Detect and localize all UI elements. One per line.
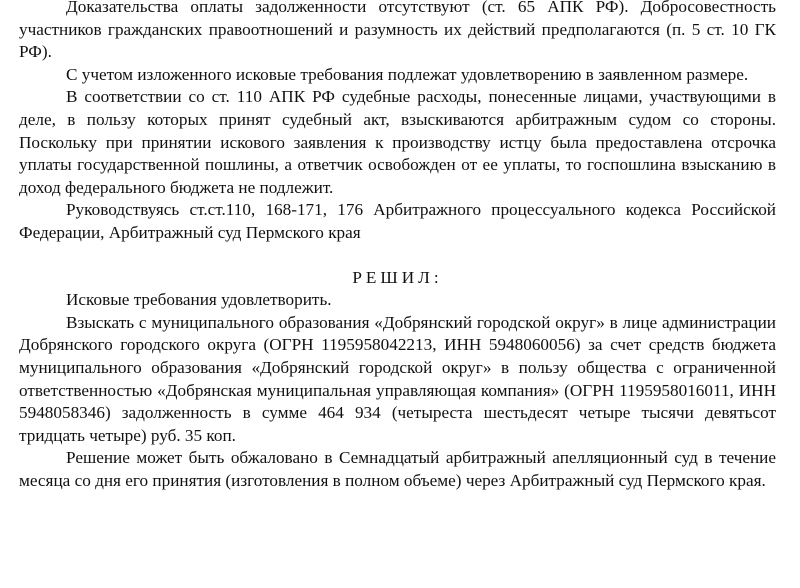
paragraph-claims-granted: Исковые требования удовлетворить. [66,290,332,310]
paragraph-appeal: Решение может быть обжаловано в Семнадцатый арбитражный апелляционный суд в течение месяца со дня его принятия (изготовления в полном объеме) через Арбитражный суд Пермского края. [19,448,776,490]
paragraph-recovery: Взыскать с муниципального образования «Добрянский городской округ» в лице администрации Добрянского городского округа (ОГРН 1195958042213, ИНН 5948060056) за счет средств бюджета муниципального образования «Добрянский городской округ» в пользу общества с ограниченной ответственностью «Добрянская муниципальная управляющая компания» (ОГРН 1195958016011, ИНН 5948058346) задолженность в сумме 464 934 (четыреста шестьдесят четыре тысячи девятьсот тридцать четыре) руб. 35 коп. [19,312,776,445]
paragraph-court-costs: В соответствии со ст. 110 АПК РФ судебные расходы, понесенные лицами, участвующими в деле, в пользу которых принят судебный акт, взыскиваются арбитражным судом со стороны. Поскольку при принятии искового заявления к производству истцу была предоставлена отсрочка уплаты государственной пошлины, а ответчик освобожден от ее уплаты, то госпошлина взысканию в доход федерального бюджета не подлежит. [19,87,776,197]
section-spacer [19,245,776,267]
document-body [19,0,776,492]
paragraph-claims-satisfied: С учетом изложенного исковые требования подлежат удовлетворению в заявленном размере. [66,64,749,84]
decision-heading: РЕШИЛ: [352,267,443,287]
paragraph-payment-evidence: Доказательства оплаты задолженности отсутствуют (ст. 65 АПК РФ). Добросовестность участников гражданских правоотношений и разумность их действий предполагаются (п. 5 ст. 10 ГК РФ). [19,0,776,62]
paragraph-legal-basis: Руководствуясь ст.ст.110, 168-171, 176 Арбитражного процессуального кодекса Российской Федерации, Арбитражный суд Пермского края [19,200,776,242]
